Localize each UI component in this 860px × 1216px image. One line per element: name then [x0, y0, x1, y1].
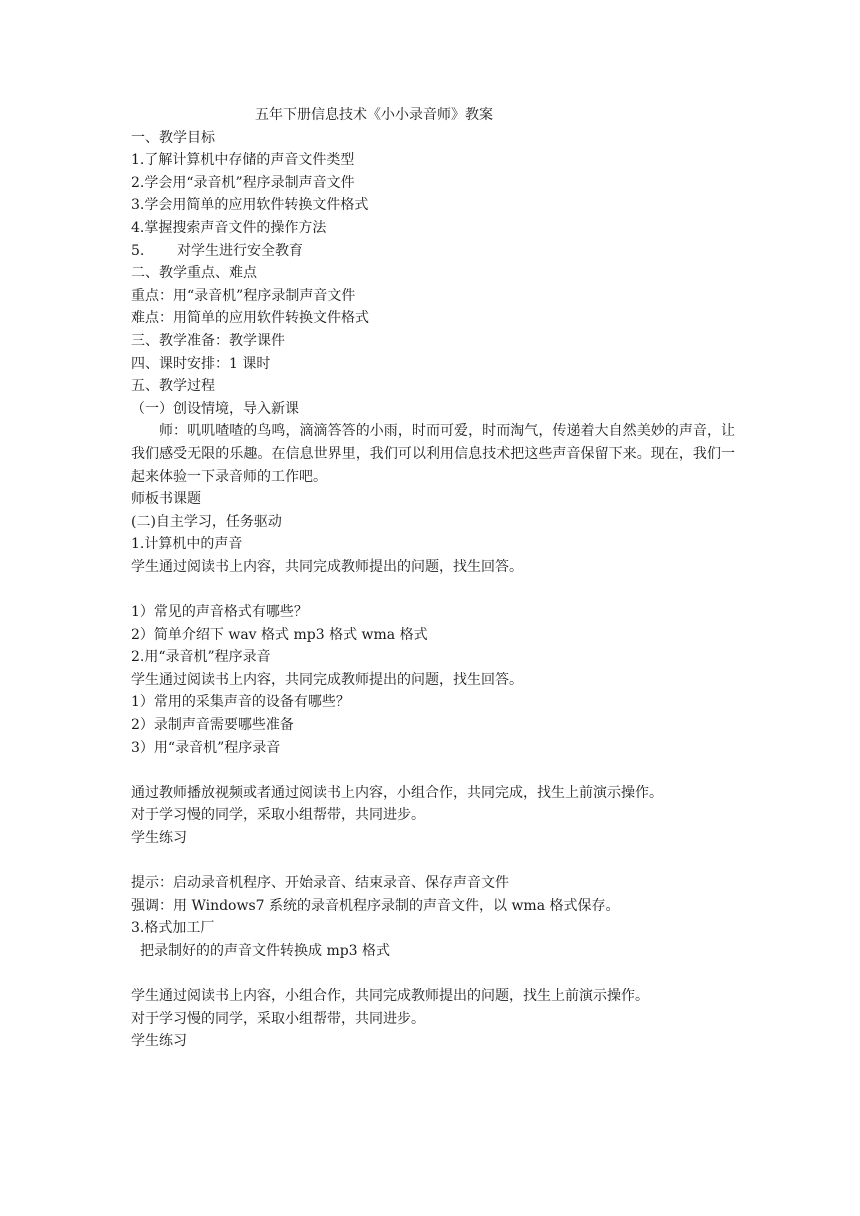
key-point: 重点：用“录音机”程序录制声音文件 — [131, 287, 356, 304]
section-heading-process: 五、教学过程 — [131, 378, 215, 395]
blank-line — [131, 759, 741, 782]
topic2-emphasis: 强调：用 Windows7 系统的录音机程序录制的声音文件，以 wma 格式保存。 — [131, 897, 620, 914]
objective-item-4: 4.掌握搜索声音文件的操作方法 — [131, 219, 327, 236]
difficult-point: 难点：用简单的应用软件转换文件格式 — [131, 310, 369, 327]
topic1-question-2: 2）简单介绍下 wav 格式 mp3 格式 wma 格式 — [131, 626, 428, 643]
topic1-intro: 学生通过阅读书上内容，共同完成教师提出的问题，找生回答。 — [131, 558, 523, 575]
topic3-practice: 学生练习 — [131, 1033, 187, 1050]
part1-paragraph: 师：叽叽喳喳的鸟鸣，滴滴答答的小雨，时而可爱，时而淘气，传递着大自然美妙的声音，让我们感受无限的乐趣。在信息世界里，我们可以利用信息技术把这些声音保留下来。现在，我们一起来体验一下录音师的工作吧。 — [131, 423, 735, 485]
topic2-tip: 提示：启动录音机程序、开始录音、结束录音、保存声音文件 — [131, 875, 509, 892]
document-title: 五年下册信息技术《小小录音师》教案 — [255, 107, 493, 123]
topic1-question-1: 1）常见的声音格式有哪些？ — [131, 604, 308, 621]
section-heading-key-points: 二、教学重点、难点 — [131, 265, 257, 282]
blank-line — [131, 578, 741, 601]
topic2-heading: 2.用“录音机”程序录音 — [131, 649, 271, 666]
section-preparation: 三、教学准备：教学课件 — [131, 332, 285, 349]
topic3-help: 对于学习慢的同学，采取小组帮带，共同进步。 — [131, 1010, 425, 1027]
objective-item-3: 3.学会用简单的应用软件转换文件格式 — [131, 197, 369, 214]
section-heading-objectives: 一、教学目标 — [131, 129, 215, 146]
part2-heading: (二)自主学习，任务驱动 — [131, 513, 282, 530]
objective-item-5-text: 对学生进行安全教育 — [177, 242, 303, 259]
topic2-question-3: 3）用“录音机”程序录音 — [131, 739, 281, 756]
topic3-heading: 3.格式加工厂 — [131, 920, 215, 937]
topic2-help: 对于学习慢的同学，采取小组帮带，共同进步。 — [131, 807, 425, 824]
topic2-intro: 学生通过阅读书上内容，共同完成教师提出的问题，找生回答。 — [131, 671, 523, 688]
objective-item-1: 1.了解计算机中存储的声音文件类型 — [131, 152, 355, 169]
objective-item-5-number: 5. — [131, 242, 145, 259]
topic3-activity: 学生通过阅读书上内容，小组合作，共同完成教师提出的问题，找生上前演示操作。 — [131, 988, 649, 1005]
topic2-practice: 学生练习 — [131, 830, 187, 846]
blank-line — [131, 963, 741, 986]
objective-item-5 — [131, 240, 741, 263]
part1-board-note: 师板书课题 — [131, 491, 201, 508]
blank-line — [131, 850, 741, 873]
topic2-activity: 通过教师播放视频或者通过阅读书上内容，小组合作，共同完成，找生上前演示操作。 — [131, 784, 663, 801]
document-body — [131, 104, 741, 1053]
topic2-question-2: 2）录制声音需要哪些准备 — [131, 717, 294, 734]
objective-item-2: 2.学会用“录音机”程序录制声音文件 — [131, 174, 355, 191]
topic1-heading: 1.计算机中的声音 — [131, 536, 243, 553]
part1-heading: （一）创设情境，导入新课 — [131, 400, 299, 417]
section-schedule: 四、课时安排：1 课时 — [131, 355, 271, 372]
topic2-question-1: 1）常用的采集声音的设备有哪些？ — [131, 694, 350, 711]
topic3-task: 把录制好的的声音文件转换成 mp3 格式 — [140, 942, 391, 959]
